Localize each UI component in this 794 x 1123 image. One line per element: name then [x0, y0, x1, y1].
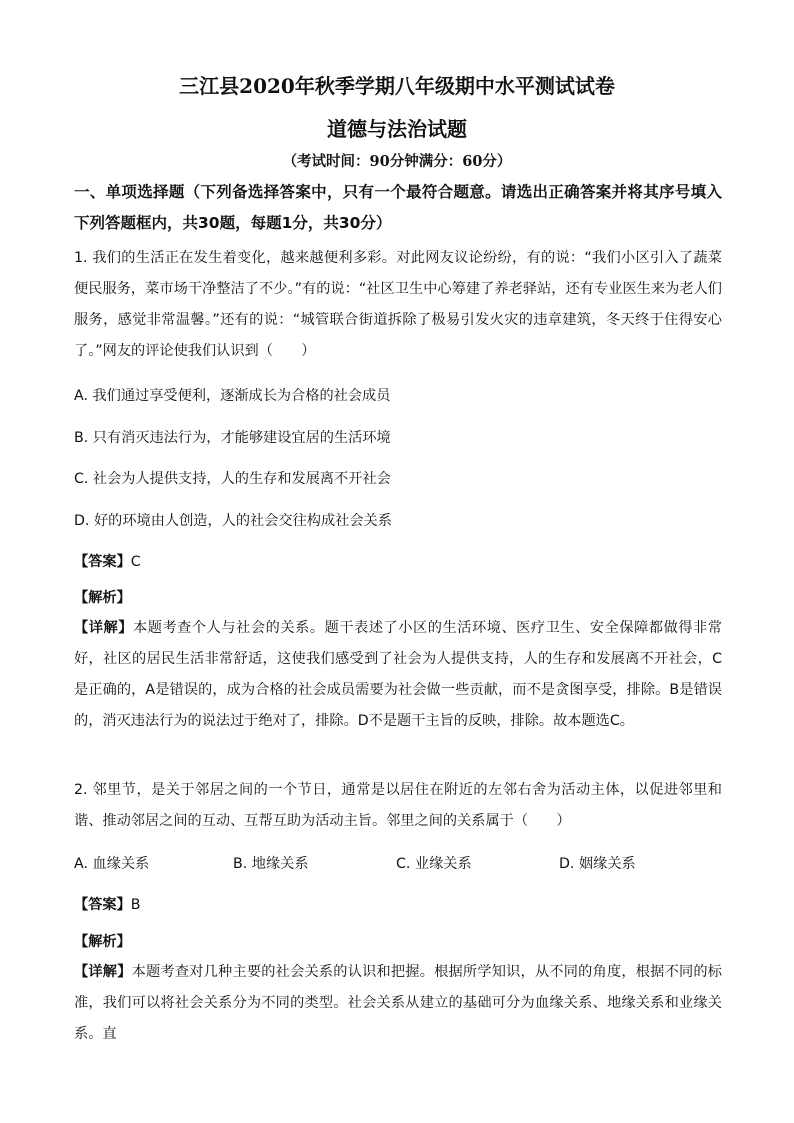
question-1-option-b: B. 只有消灭违法行为，才能够建设宜居的生活环境 [74, 430, 391, 446]
answer-label: 【答案】 [74, 897, 131, 913]
question-2-option-d: D. 姻缘关系 [559, 856, 636, 872]
detail-text: 本题考查个人与社会的关系。题干表述了小区的生活环境、医疗卫生、安全保障都做得非常好，社区的居民生活非常舒适，这使我们感受到了社会为人提供支持，人的生存和发展离不开社会，C是正确的，A是错误的，成为合格的社会成员需要为社会做一些贡献，而不是贪图享受，排除。B是错误的，消灭违法行为的说法过于绝对了，排除。D不是题干主旨的反映，排除。故本题选C。 [74, 620, 722, 729]
question-1-option-d: D. 好的环境由人创造，人的社会交往构成社会关系 [74, 513, 392, 529]
detail-label: 【详解】 [74, 620, 133, 636]
answer-value: B [130, 897, 141, 913]
question-1-analysis-label: 【解析】 [74, 590, 131, 606]
question-2-option-a: A. 血缘关系 [74, 856, 150, 872]
question-1-answer [74, 551, 141, 571]
subject-title: 道德与法治试题 [327, 117, 467, 141]
exam-info: （考试时间：90分钟满分：60分） [282, 153, 512, 170]
question-2-detail [74, 957, 722, 1050]
question-2-options [74, 853, 722, 875]
detail-label: 【详解】 [74, 964, 132, 980]
question-1-detail [74, 613, 722, 737]
question-2-analysis-label: 【解析】 [74, 934, 131, 950]
section-heading: 一、单项选择题（下列备选择答案中，只有一个最符合题意。请选出正确答案并将其序号填入下列答题框内，共30题，每题1分，共30分） [74, 183, 722, 232]
answer-value: C [130, 554, 141, 570]
question-2-stem: 2. 邻里节，是关于邻居之间的一个节日，通常是以居住在附近的左邻右舍为活动主体，以促进邻里和谐、推动邻居之间的互动、互帮互助为活动主旨。邻里之间的关系属于（ ） [74, 782, 722, 829]
exam-title: 三江县2020年秋季学期八年级期中水平测试试卷 [179, 74, 615, 98]
answer-label: 【答案】 [74, 554, 131, 570]
question-2-option-b: B. 地缘关系 [233, 856, 309, 872]
question-1-option-a: A. 我们通过享受便利，逐渐成长为合格的社会成员 [74, 388, 391, 404]
detail-text: 本题考查对几种主要的社会关系的认识和把握。根据所学知识，从不同的角度，根据不同的标准，我们可以将社会关系分为不同的类型。社会关系从建立的基础可分为血缘关系、地缘关系和业缘关系。直 [74, 964, 722, 1042]
question-2-option-c: C. 业缘关系 [396, 856, 472, 872]
question-1-option-c: C. 社会为人提供支持，人的生存和发展离不开社会 [74, 471, 391, 487]
question-2-answer [74, 894, 141, 914]
question-1-stem: 1. 我们的生活正在发生着变化，越来越便利多彩。对此网友议论纷纷，有的说：“我们小区引入了蔬菜便民服务，菜市场干净整洁了不少。”有的说：“社区卫生中心筹建了养老驿站，还有专业医生来为老人们服务，感觉非常温馨。”还有的说：“城管联合街道拆除了极易引发火灾的违章建筑，冬天终于住得安心了。”网友的评论使我们认识到（ ） [74, 250, 722, 359]
